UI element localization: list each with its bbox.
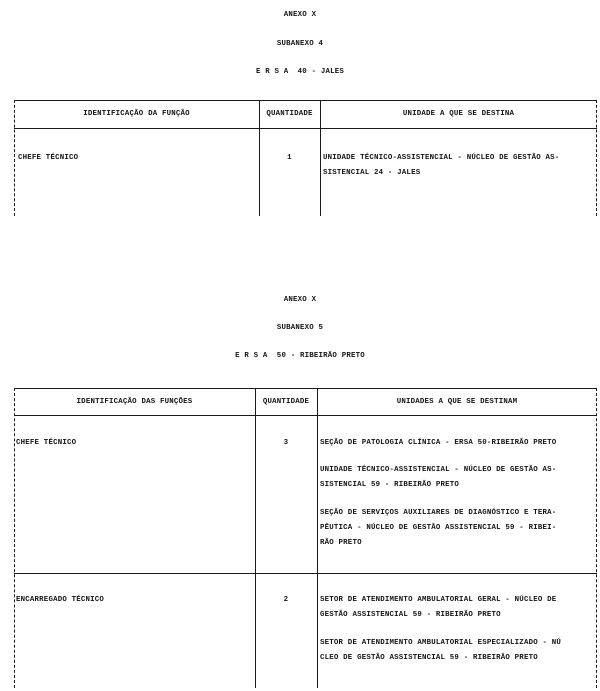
row-funcao: CHEFE TÉCNICO <box>18 154 79 162</box>
row-quantidade: 1 <box>287 154 292 162</box>
table-subannex-4 <box>14 100 597 216</box>
row-quantidade: 2 <box>283 596 289 604</box>
row-unidade <box>320 439 556 454</box>
row-funcao: ENCARREGADO TÉCNICO <box>16 596 105 604</box>
header-quantidade: QUANTIDADE <box>266 110 313 118</box>
region-title: E R S A 50 - RIBEIRÃO PRETO <box>235 352 365 360</box>
unit-line: SETOR DE ATENDIMENTO AMBULATORIAL GERAL - NÚCLEO DE <box>320 596 557 604</box>
subannex-title: SUBANEXO 4 <box>276 40 324 48</box>
row-unidade <box>320 639 561 669</box>
row-funcao: CHEFE TÉCNICO <box>16 439 77 447</box>
unit-line: SEÇÃO DE SERVIÇOS AUXILIARES DE DIAGNÓSTICO E TERA- <box>320 509 557 517</box>
unit-line: SISTENCIAL 59 - RIBEIRÃO PRETO <box>320 481 460 489</box>
row-unidade <box>320 466 556 496</box>
header-quantidade: QUANTIDADE <box>262 398 310 406</box>
region-title: E R S A 40 - JALES <box>255 68 345 76</box>
unit-line: UNIDADE TÉCNICO-ASSISTENCIAL - NÚCLEO DE GESTÃO AS- <box>323 154 560 162</box>
annex-title: ANEXO X <box>283 296 317 304</box>
unit-line: SEÇÃO DE PATOLOGIA CLÍNICA - ERSA 50-RIBEIRÃO PRETO <box>320 439 557 447</box>
annex-title: ANEXO X <box>283 11 317 19</box>
row-unidade <box>320 596 556 626</box>
header-unidade: UNIDADE A QUE SE DESTINA <box>402 110 515 118</box>
unit-line: SISTENCIAL 24 - JALES <box>323 169 421 177</box>
subannex-title: SUBANEXO 5 <box>276 324 324 332</box>
unit-line: GESTÃO ASSISTENCIAL 59 - RIBEIRÃO PRETO <box>320 611 501 619</box>
row-unidade <box>320 509 556 554</box>
header-unidade: UNIDADES A QUE SE DESTINAM <box>396 398 518 406</box>
unit-line: RÃO PRETO <box>320 539 362 547</box>
header-identificacao: IDENTIFICAÇÃO DAS FUNÇÕES <box>76 398 193 406</box>
unit-line: CLEO DE GESTÃO ASSISTENCIAL 59 - RIBEIRÃO PRETO <box>320 654 538 662</box>
unit-line: UNIDADE TÉCNICO-ASSISTENCIAL - NÚCLEO DE GESTÃO AS- <box>320 466 557 474</box>
table-subannex-5 <box>14 388 597 688</box>
unit-line: SETOR DE ATENDIMENTO AMBULATORIAL ESPECIALIZADO - NÚ <box>320 639 562 647</box>
row-quantidade: 3 <box>283 439 289 447</box>
header-identificacao: IDENTIFICAÇÃO DA FUNÇÃO <box>83 110 190 118</box>
row-unidade <box>323 154 559 184</box>
unit-line: PÊUTICA - NÚCLEO DE GESTÃO ASSISTENCIAL 59 - RIBEI- <box>320 524 557 532</box>
